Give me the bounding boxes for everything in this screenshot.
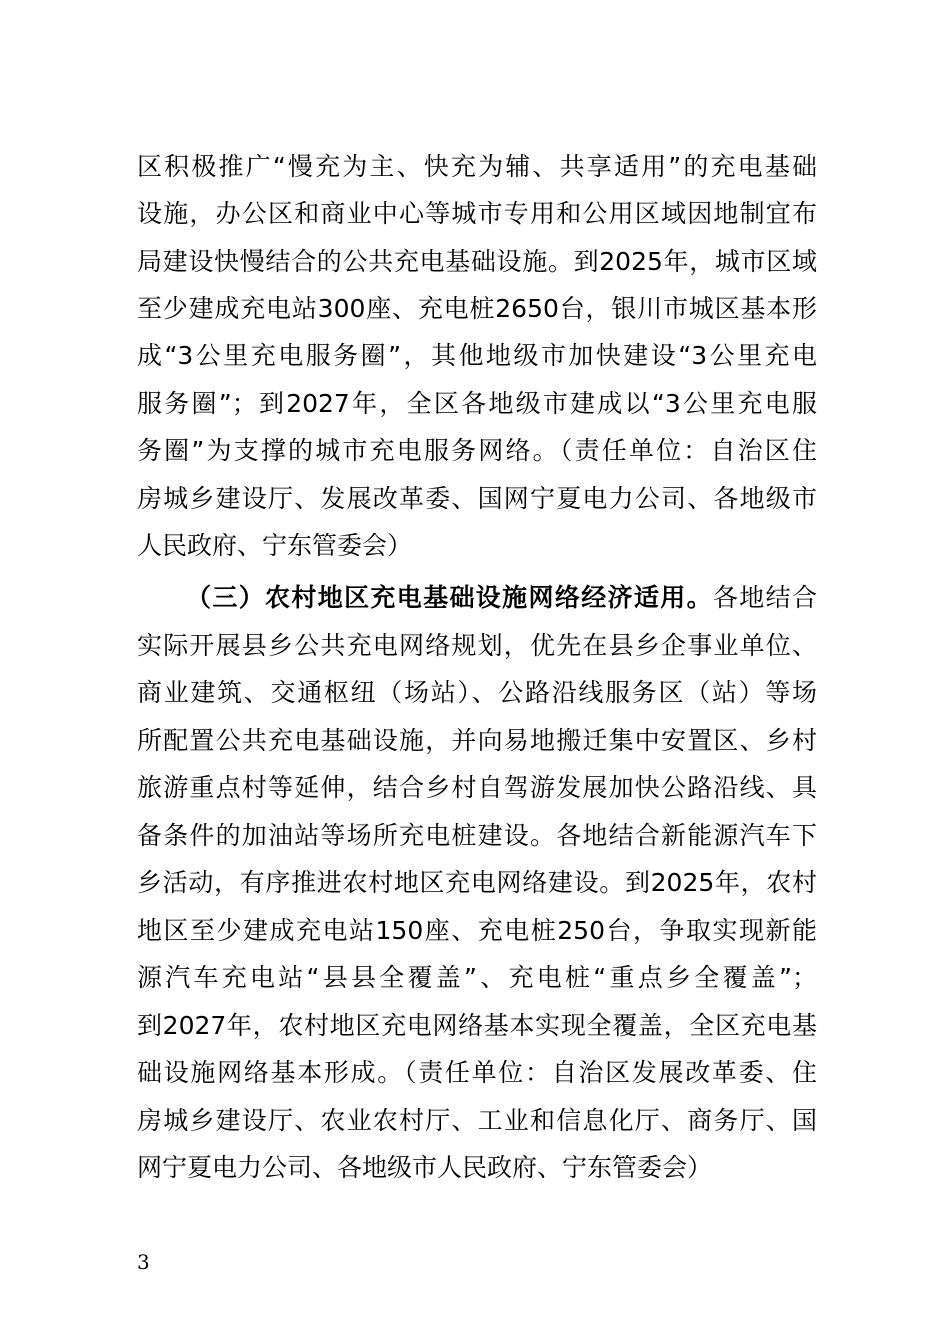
- paragraph-line: 设施，办公区和商业中心等城市专用和公用区域因地制宜布: [137, 199, 817, 228]
- paragraph-line: 局建设快慢结合的公共充电基础设施。到2025年，城市区域: [137, 247, 817, 276]
- paragraph-line: 服务圈”；到2027年，全区各地级市建成以“3公里充电服: [137, 389, 817, 418]
- paragraph-line: 房城乡建设厅、发展改革委、国网宁夏电力公司、各地级市: [137, 484, 817, 513]
- paragraph-line: 房城乡建设厅、农业农村厅、工业和信息化厅、商务厅、国: [137, 1106, 817, 1135]
- paragraph-line: 网宁夏电力公司、各地级市人民政府、宁东管委会）: [137, 1153, 713, 1182]
- paragraph-line: 源汽车充电站“县县全覆盖”、充电桩“重点乡全覆盖”；: [137, 963, 817, 992]
- paragraph-line: 备条件的加油站等场所充电桩建设。各地结合新能源汽车下: [137, 821, 817, 850]
- paragraph-line: 础设施网络基本形成。（责任单位：自治区发展改革委、住: [137, 1058, 817, 1087]
- paragraph-line: 地区至少建成充电站150座、充电桩250台，争取实现新能: [137, 916, 817, 945]
- section-3-first-line-text: 各地结合: [712, 583, 817, 612]
- section-3-heading: （三）农村地区充电基础设施网络经济适用。: [186, 583, 713, 612]
- paragraph-line: 到2027年，农村地区充电网络基本实现全覆盖，全区充电基: [137, 1011, 817, 1040]
- section-3-first-line: [186, 578, 817, 618]
- paragraph-line: 人民政府、宁东管委会）: [137, 531, 413, 560]
- paragraph-line: 区积极推广“慢充为主、快充为辅、共享适用”的充电基础: [137, 152, 817, 181]
- paragraph-line: 乡活动，有序推进农村地区充电网络建设。到2025年，农村: [137, 868, 817, 897]
- paragraph-line: 实际开展县乡公共充电网络规划，优先在县乡企事业单位、: [137, 631, 817, 660]
- paragraph-line: 至少建成充电站300座、充电桩2650台，银川市城区基本形: [137, 294, 817, 323]
- paragraph-line: 所配置公共充电基础设施，并向易地搬迁集中安置区、乡村: [137, 726, 817, 755]
- paragraph-line: 成“3公里充电服务圈”，其他地级市加快建设“3公里充电: [137, 341, 817, 370]
- page-number: 3: [137, 1250, 150, 1274]
- paragraph-line: 务圈”为支撑的城市充电服务网络。（责任单位：自治区住: [137, 436, 817, 465]
- paragraph-line: 商业建筑、交通枢纽（场站）、公路沿线服务区（站）等场: [137, 678, 817, 707]
- paragraph-line: 旅游重点村等延伸，结合乡村自驾游发展加快公路沿线、具: [137, 773, 817, 802]
